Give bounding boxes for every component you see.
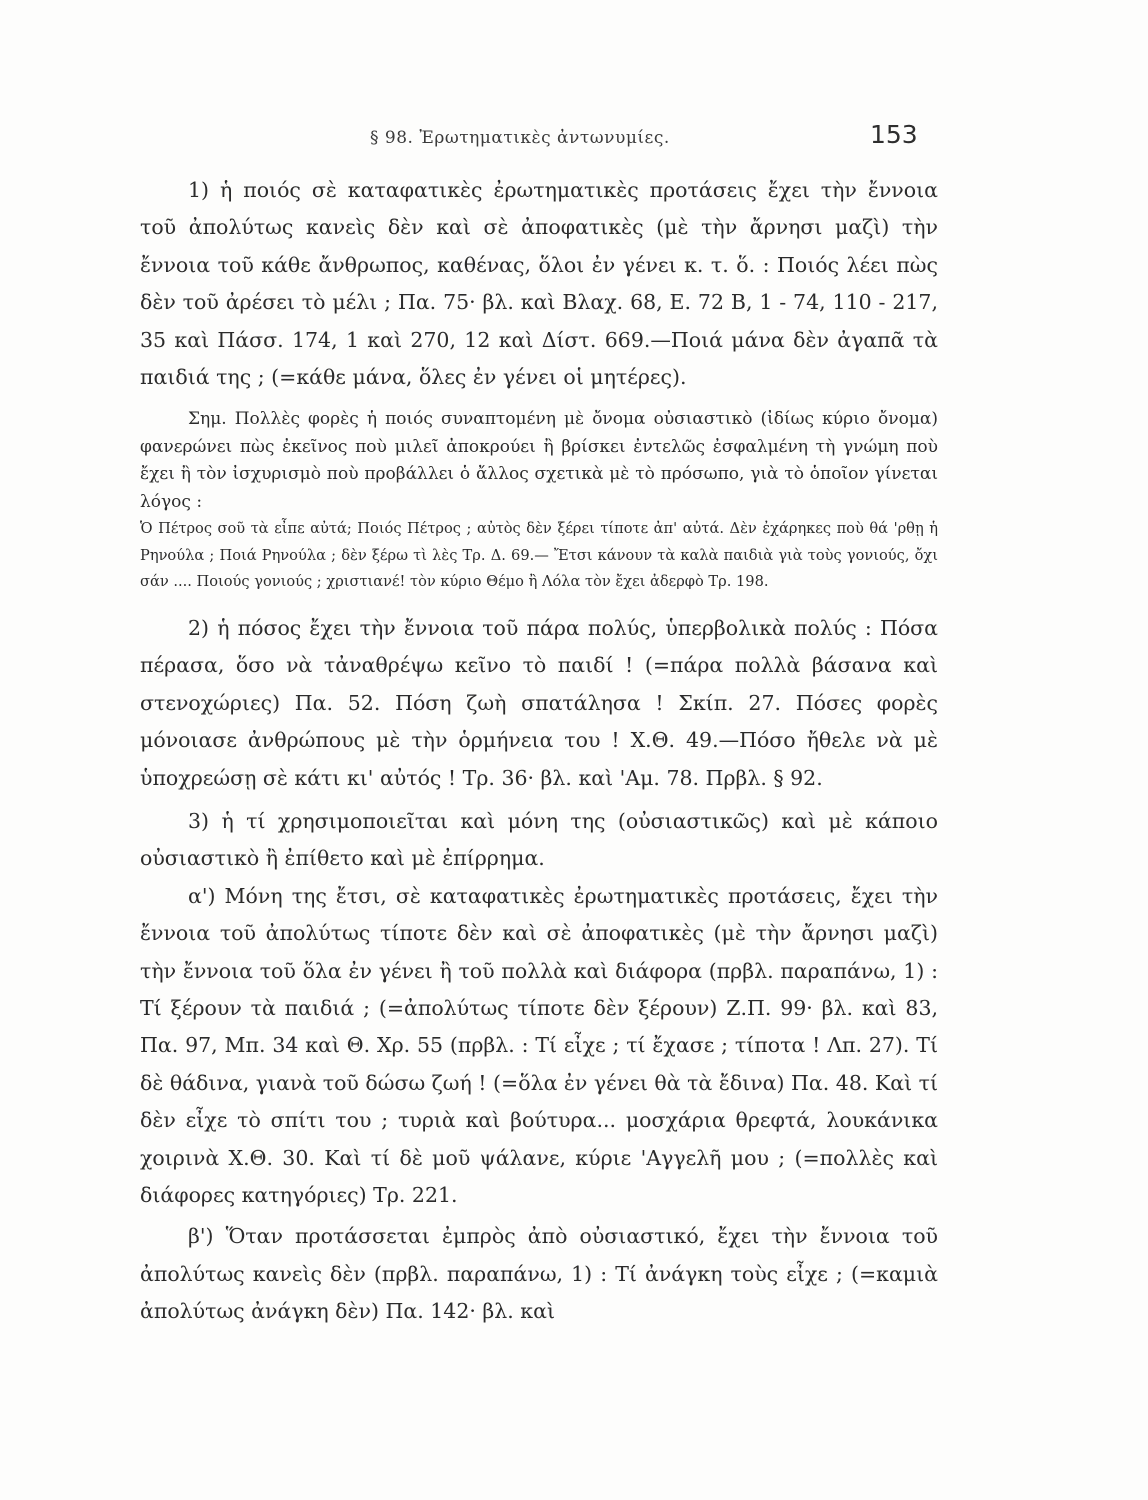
paragraph-2: 2) ἡ πόσος ἔχει τὴν ἔννοια τοῦ πάρα πολύς, ὑπερβολικὰ πολύς : Πόσα πέρασα, ὅσο νὰ τἀναθρέψω κεῖνο τὸ παιδί ! (=πάρα πολλὰ βάσανα καὶ στενοχώριες) Πα. 52. Πόση ζωὴ σπατάλησα ! Σκίπ. 27. Πόσες φορὲς μόνοιασε ἀνθρώπους μὲ τὴν ὁρμήνεια του ! Χ.Θ. 49.—Πόσο ἤθελε νὰ μὲ ὑποχρεώσῃ σὲ κάτι κι' αὐτός ! Τρ. 36· βλ. καὶ 'Αμ. 78. Πρβλ. § 92. xyxy=(140,615,938,790)
note-paragraph: Σημ. Πολλὲς φορὲς ἡ ποιός συναπτομένη μὲ ὄνομα οὐσιαστικὸ (ἰδίως κύριο ὄνομα) φανερώνει πὼς ἐκεῖνος ποὺ μιλεῖ ἀποκρούει ἢ βρίσκει ἐντελῶς ἐσφαλμένη τὴ γνώμη ποὺ ἔχει ἢ τὸν ἰσχυρισμὸ ποὺ προβάλλει ὁ ἄλλος σχετικὰ μὲ τὸ πρόσωπο, γιὰ τὸ ὁποῖον γίνεται λόγος : xyxy=(140,409,938,512)
note-examples: Ὁ Πέτρος σοῦ τὰ εἶπε αὐτά; Ποιός Πέτρος ; αὐτὸς δὲν ξέρει τίποτε ἀπ' αὐτά. Δὲν ἐχάρηκες ποὺ θά 'ρθῃ ἡ Ρηνούλα ; Ποιά Ρηνούλα ; δὲν ξέρω τὶ λὲς Τρ. Δ. 69.— Ἔτσι κάνουν τὰ καλὰ παιδιὰ γιὰ τοὺς γονιούς, ὄχι σάν .... Ποιούς γονιούς ; χριστιανέ! τὸν κύριο Θέμο ἢ Λόλα τὸν ἔχει ἀδερφὸ Τρ. 198. xyxy=(140,520,938,591)
paragraph-3a: α') Μόνη της ἔτσι, σὲ καταφατικὲς ἐρωτηματικὲς προτάσεις, ἔχει τὴν ἔννοια τοῦ ἀπολύτως τίποτε δὲν καὶ σὲ ἀποφατικὲς (μὲ τὴν ἄρνησι μαζὶ) τὴν ἔννοια τοῦ ὅλα ἐν γένει ἢ τοῦ πολλὰ καὶ διάφορα (πρβλ. παραπάνω, 1) : Τί ξέρουν τὰ παιδιά ; (=ἀπολύτως τίποτε δὲν ξέρουν) Ζ.Π. 99· βλ. καὶ 83, Πα. 97, Μπ. 34 καὶ Θ. Χρ. 55 (πρβλ. : Τί εἶχε ; τί ἔχασε ; τίποτα ! Λπ. 27). Τί δὲ θάδινα, γιανὰ τοῦ δώσω ζωή ! (=ὅλα ἐν γένει θὰ τὰ ἔδινα) Πα. 48. Καὶ τί δὲν εἶχε τὸ σπίτι του ; τυριὰ καὶ βούτυρα... μοσχάρια θρεφτά, λουκάνικα χοιρινὰ Χ.Θ. 30. Καὶ τί δὲ μοῦ ψάλανε, κύριε 'Αγγελῆ μου ; (=πολλὲς καὶ διάφορες κατηγόριες) Τρ. 221. xyxy=(140,883,938,1208)
body-text xyxy=(140,172,938,1331)
page-number: 153 xyxy=(870,120,918,149)
running-head xyxy=(0,120,1148,156)
paragraph-3b: β') Ὅταν προτάσσεται ἐμπρὸς ἀπὸ οὐσιαστικό, ἔχει τὴν ἔννοια τοῦ ἀπολύτως κανεὶς δὲν (πρβλ. παραπάνω, 1) : Τί ἀνάγκη τοὺς εἶχε ; (=καμιὰ ἀπολύτως ἀνάγκη δὲν) Πα. 142· βλ. καὶ xyxy=(140,1224,938,1324)
paragraph-1: 1) ἡ ποιός σὲ καταφατικὲς ἐρωτηματικὲς προτάσεις ἔχει τὴν ἔννοια τοῦ ἀπολύτως κανεὶς δὲν καὶ σὲ ἀποφατικὲς (μὲ τὴν ἄρνησι μαζὶ) τὴν ἔννοια τοῦ κάθε ἄνθρωπος, καθένας, ὅλοι ἐν γένει κ. τ. ὅ. : Ποιός λέει πὼς δὲν τοῦ ἀρέσει τὸ μέλι ; Πα. 75· βλ. καὶ Βλαχ. 68, Ε. 72 Β, 1 - 74, 110 - 217, 35 καὶ Πάσσ. 174, 1 καὶ 270, 12 καὶ Δίστ. 669.—Ποιά μάνα δὲν ἀγαπᾶ τὰ παιδιά της ; (=κάθε μάνα, ὅλες ἐν γένει οἱ μητέρες). xyxy=(140,178,938,390)
paragraph-3: 3) ἡ τί χρησιμοποιεῖται καὶ μόνη της (οὐσιαστικῶς) καὶ μὲ κάποιο οὐσιαστικὸ ἢ ἐπίθετο καὶ μὲ ἐπίρρημα. xyxy=(140,808,938,871)
section-title: § 98. Ἐρωτηματικὲς ἀντωνυμίες. xyxy=(370,128,670,148)
